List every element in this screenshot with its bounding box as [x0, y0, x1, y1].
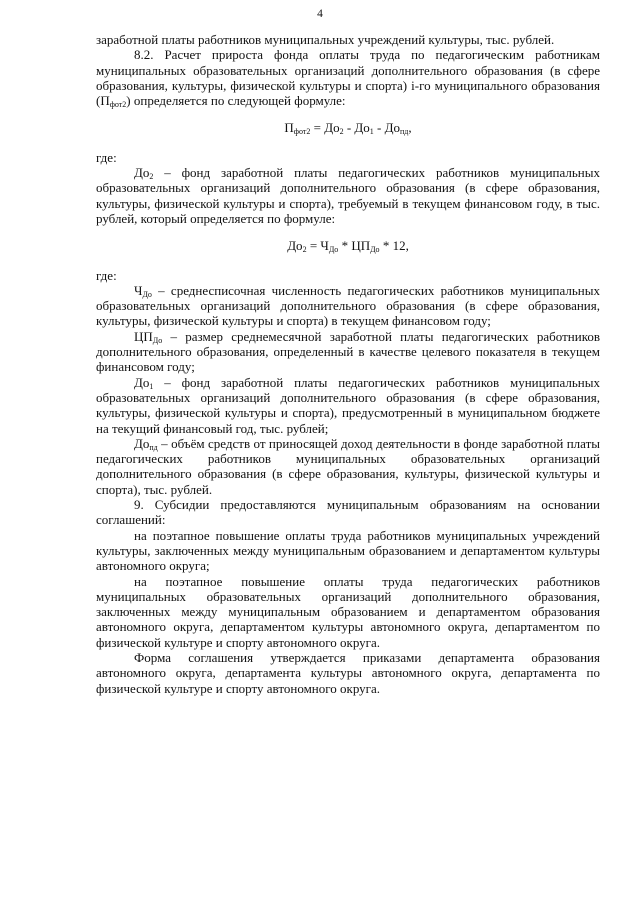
definition-cpdo: $ЦП_{До}$ – размер среднемесячной заработной платы педагогических работников дополнительного образования, определенный в качестве целевого показателя в текущем финансовом году; — [96, 328, 600, 375]
definition-chdo: $Ч_{До}$ – среднесписочная численность педагогических работников муниципальных образовательных организаций дополнительного образования (в сфере образования, культуры, физической культуры и спорта) в текущем финансовом году; — [96, 282, 600, 329]
where-label-1: где: — [96, 149, 117, 165]
definition-dopd: $До_{пд}$ – объём средств от приносящей доход деятельности в фонде заработной платы педагогических работников муниципальных образовательных организаций дополнительного образования (в сфере образования, культуры, физической культуры и спорта), тыс. рублей. — [96, 435, 600, 497]
list-item-education-agreement: на поэтапное повышение оплаты труда педагогических работников муниципальных образовательных организаций дополнительного образования, заключенных между муниципальным образованием и департаментом образования автономного округа, департаментом культуры автономного округа, департаментом по физической культуре и спорту автономного округа. — [96, 573, 600, 650]
paragraph-continuation: заработной платы работников муниципальных учреждений культуры, тыс. рублей. — [96, 32, 555, 47]
page-number: 4 — [317, 8, 323, 20]
document-body — [96, 32, 600, 696]
formula-pfot2: $П_{фот2} = До_2 - До_1 - До_{пд}$, — [284, 120, 412, 137]
definition-do1: $До_1$ – фонд заработной платы педагогических работников муниципальных образовательных организаций дополнительного образования (в сфере образования, культуры, физической культуры и спорта), предусмотренный в муниципальном бюджете на текущий финансовый год, тыс. рублей; — [96, 374, 600, 436]
paragraph-agreement-form: Форма соглашения утверждается приказами департамента образования автономного округа, департамента культуры автономного округа, департамента по физической культуре и спорту автономного округа. — [96, 649, 600, 696]
list-item-culture-agreement: на поэтапное повышение оплаты труда работников муниципальных учреждений культуры, заключенных между муниципальным образованием и департаментом культуры автономного округа; — [96, 527, 600, 574]
where-label-2: где: — [96, 267, 117, 283]
definition-do2: $До_2$ – фонд заработной платы педагогических работников муниципальных образовательных организаций дополнительного образования (в сфере образования, культуры, физической культуры и спорта), требуемый в текущем финансовом году, в тыс. рублей, который определяется по формуле: — [96, 165, 600, 226]
paragraph-8-2: 8.2. Расчет прироста фонда оплаты труда по педагогическим работникам муниципальных образовательных организаций дополнительного образования (в сфере образования, культуры, физической культуры и спорта) i-го муниципального образования $(П_{фот2})$ определяется по следующей формуле: — [96, 47, 600, 110]
paragraph-9: 9. Субсидии предоставляются муниципальным образованиям на основании соглашений: — [96, 497, 600, 528]
formula-do2: $До_2 = Ч_{До} * ЦП_{До} * 12$, — [287, 238, 409, 255]
